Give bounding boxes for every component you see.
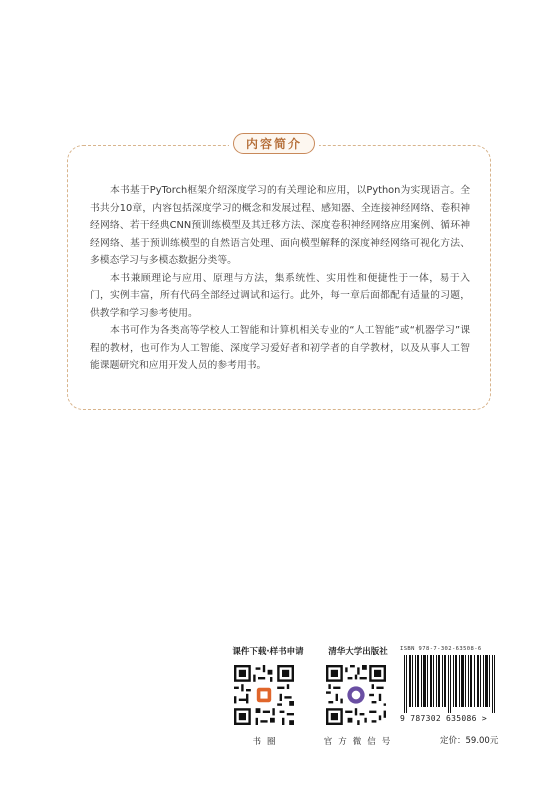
isbn-text: ISBN 978-7-302-63508-6 xyxy=(400,646,482,652)
barcode-icon xyxy=(400,655,500,713)
qr-left-caption: 课件下载·样书申请 xyxy=(232,647,304,657)
qr-code-left[interactable] xyxy=(234,665,294,725)
intro-paragraph-2: 本书兼顾理论与应用、原理与方法，集系统性、实用性和便捷性于一体，易于入门，实例丰富，所有代码全部经过调试和运行。此外，每一章后面都配有适量的习题，供教学和学习参考使用。 xyxy=(90,272,470,319)
intro-body xyxy=(90,182,470,375)
intro-title-badge xyxy=(229,130,319,157)
intro-paragraph-3: 本书可作为各类高等学校人工智能和计算机相关专业的“人工智能”或“机器学习”课程的教材，也可作为人工智能、深度学习爱好者和初学者的自学教材，以及从事人工智能课题研究和应用开发人员的参考用书。 xyxy=(90,325,470,371)
qr-right-icon xyxy=(326,665,386,725)
intro-title: 内容简介 xyxy=(245,137,302,151)
intro-paragraph-1: 本书基于PyTorch框架介绍深度学习的有关理论和应用，以Python为实现语言。全书共分10章，内容包括深度学习的概念和发展过程、感知器、全连接神经网络、卷积神经网络、若干经典CNN预训练模型及其迁移方法、深度卷积神经网络应用案例、循环神经网络、基于预训练模型的自然语言处理、面向模型解释的深度神经网络可视化方法、多模态学习与多模态数据分类等。 xyxy=(90,185,470,266)
barcode-digits: 9 787302 635086 > xyxy=(400,714,487,723)
qr-left-icon xyxy=(234,665,294,725)
qr-left-label: 书圈 xyxy=(252,737,282,747)
qr-right-caption: 清华大学出版社 xyxy=(328,647,388,657)
price-label: 定价：59.00元 xyxy=(440,736,499,746)
qr-code-right[interactable] xyxy=(326,665,386,725)
isbn-barcode-block xyxy=(400,646,504,723)
qr-right-label: 官方微信号 xyxy=(323,737,397,747)
